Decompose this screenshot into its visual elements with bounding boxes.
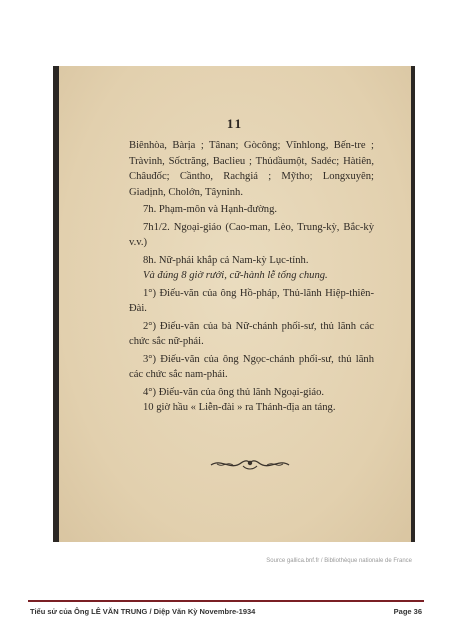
footer-divider — [28, 600, 424, 602]
footer-title: Tiểu sử của Ông LÊ VĂN TRUNG / Diệp Văn Kỳ Novembre-1934 — [30, 607, 256, 616]
eulogy-item: 3°) Điếu-văn của ông Ngọc-chánh phối-sư, thủ lãnh các chức sắc nam-phái. — [129, 353, 374, 380]
scanned-page-frame — [53, 66, 415, 542]
ceremony-line: Và đúng 8 giờ rưởi, cữ-hành lễ tống chung. — [143, 270, 328, 281]
scan-page-number: 11 — [226, 116, 244, 131]
eulogy-item: 2°) Điếu-văn của bà Nữ-chánh phối-sư, thủ lãnh các chức sắc nữ-phái. — [129, 320, 374, 347]
schedule-line: 7h1/2. Ngoại-giáo (Cao-man, Lèo, Trung-kỳ, Bắc-kỳ v.v.) — [129, 221, 374, 248]
scanned-page — [59, 66, 411, 542]
burial-line: 10 giờ hầu « Liễn-đài » ra Thánh-địa an táng. — [143, 402, 336, 413]
source-attribution: Source gallica.bnf.fr / Bibliothèque nationale de France — [266, 558, 412, 564]
eulogy-item: 4°) Điếu-văn của ông thủ lãnh Ngoại-giáo. — [143, 386, 325, 398]
scan-text-block — [129, 138, 374, 416]
schedule-line: 8h. Nữ-phái khắp cả Nam-kỳ Lục-tỉnh. — [143, 254, 309, 266]
place-list-paragraph: Biênhòa, Bàrịa ; Tânan; Gòcông; Vĩnhlong, Bến-tre ; Tràvinh, Sốctrăng, Baclieu ; Thủdầumột, Sadéc; Hàtiên, Châuđốc; Cầntho, Rachgiá ; Mỹtho; Longxuyên; Giadịnh, Cholớn, Tâyninh. — [129, 140, 374, 198]
footer-page-number: Page 36 — [393, 607, 422, 616]
schedule-line: 7h. Phạm-môn và Hạnh-đường. — [143, 204, 278, 215]
eulogy-item: 1°) Điếu-văn của ông Hồ-pháp, Thủ-lãnh Hiệp-thiên-Đài. — [129, 287, 374, 314]
page-footer — [30, 607, 422, 616]
ornament-divider-icon — [209, 456, 291, 472]
